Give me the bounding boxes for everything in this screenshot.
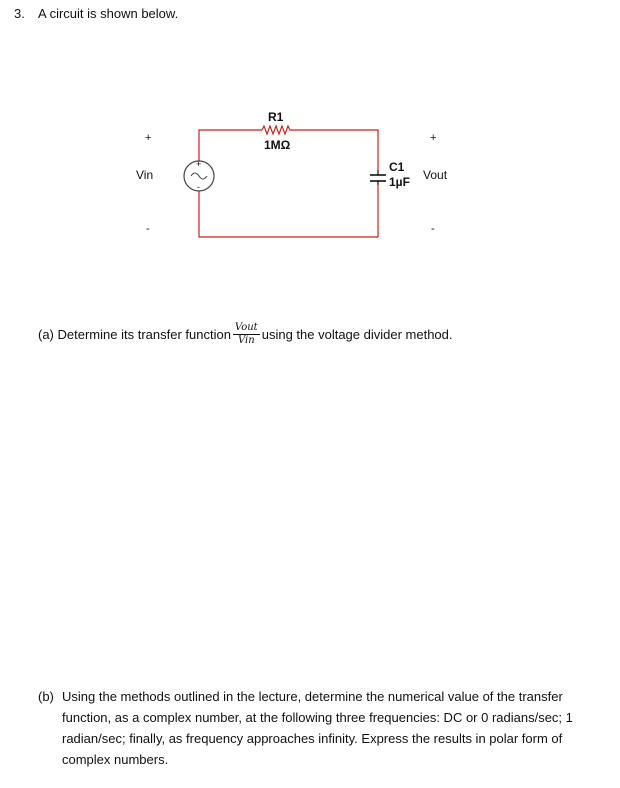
fraction-denominator: Vin bbox=[237, 334, 255, 346]
vin-label: Vin bbox=[136, 168, 154, 182]
vin-plus-sign: + bbox=[145, 132, 152, 144]
ac-voltage-source bbox=[184, 159, 214, 192]
part-b-question bbox=[38, 686, 608, 770]
capacitor-name: C1 bbox=[389, 160, 405, 174]
wire-bottom bbox=[199, 191, 378, 237]
vout-label: Vout bbox=[423, 168, 448, 182]
vin-minus-sign: - bbox=[146, 223, 150, 235]
part-b-label: (b) bbox=[38, 689, 54, 704]
capacitor-value: 1µF bbox=[389, 175, 410, 189]
transfer-function-fraction bbox=[233, 322, 260, 346]
problem-intro: A circuit is shown below. bbox=[38, 6, 179, 21]
part-a-label: (a) bbox=[38, 326, 54, 342]
part-a-text-after: using the voltage divider method. bbox=[261, 326, 453, 342]
resistor-r1 bbox=[262, 110, 292, 152]
capacitor-c1 bbox=[370, 160, 410, 189]
resistor-name: R1 bbox=[268, 110, 284, 124]
resistor-zigzag bbox=[262, 126, 292, 134]
vout-plus-sign: + bbox=[430, 132, 437, 144]
problem-number: 3. bbox=[14, 6, 25, 21]
circuit-diagram bbox=[0, 0, 620, 300]
part-a-question bbox=[38, 322, 453, 346]
part-b-text: Using the methods outlined in the lecture, determine the numerical value of the transfer function, as a complex number, at the following three frequencies: DC or 0 radians/sec; 1 radian/sec; finally, as frequency approaches infinity. Express the results in polar form of complex numbers. bbox=[62, 689, 573, 767]
source-plus-sign: + bbox=[196, 159, 202, 169]
fraction-numerator: Vout bbox=[234, 322, 258, 333]
source-minus-sign: - bbox=[197, 182, 200, 192]
wire-top-left bbox=[199, 130, 262, 161]
part-a-text-before: Determine its transfer function bbox=[57, 326, 231, 342]
vout-minus-sign: - bbox=[431, 223, 435, 235]
wire-top-right bbox=[292, 130, 378, 170]
resistor-value: 1MΩ bbox=[264, 138, 291, 152]
